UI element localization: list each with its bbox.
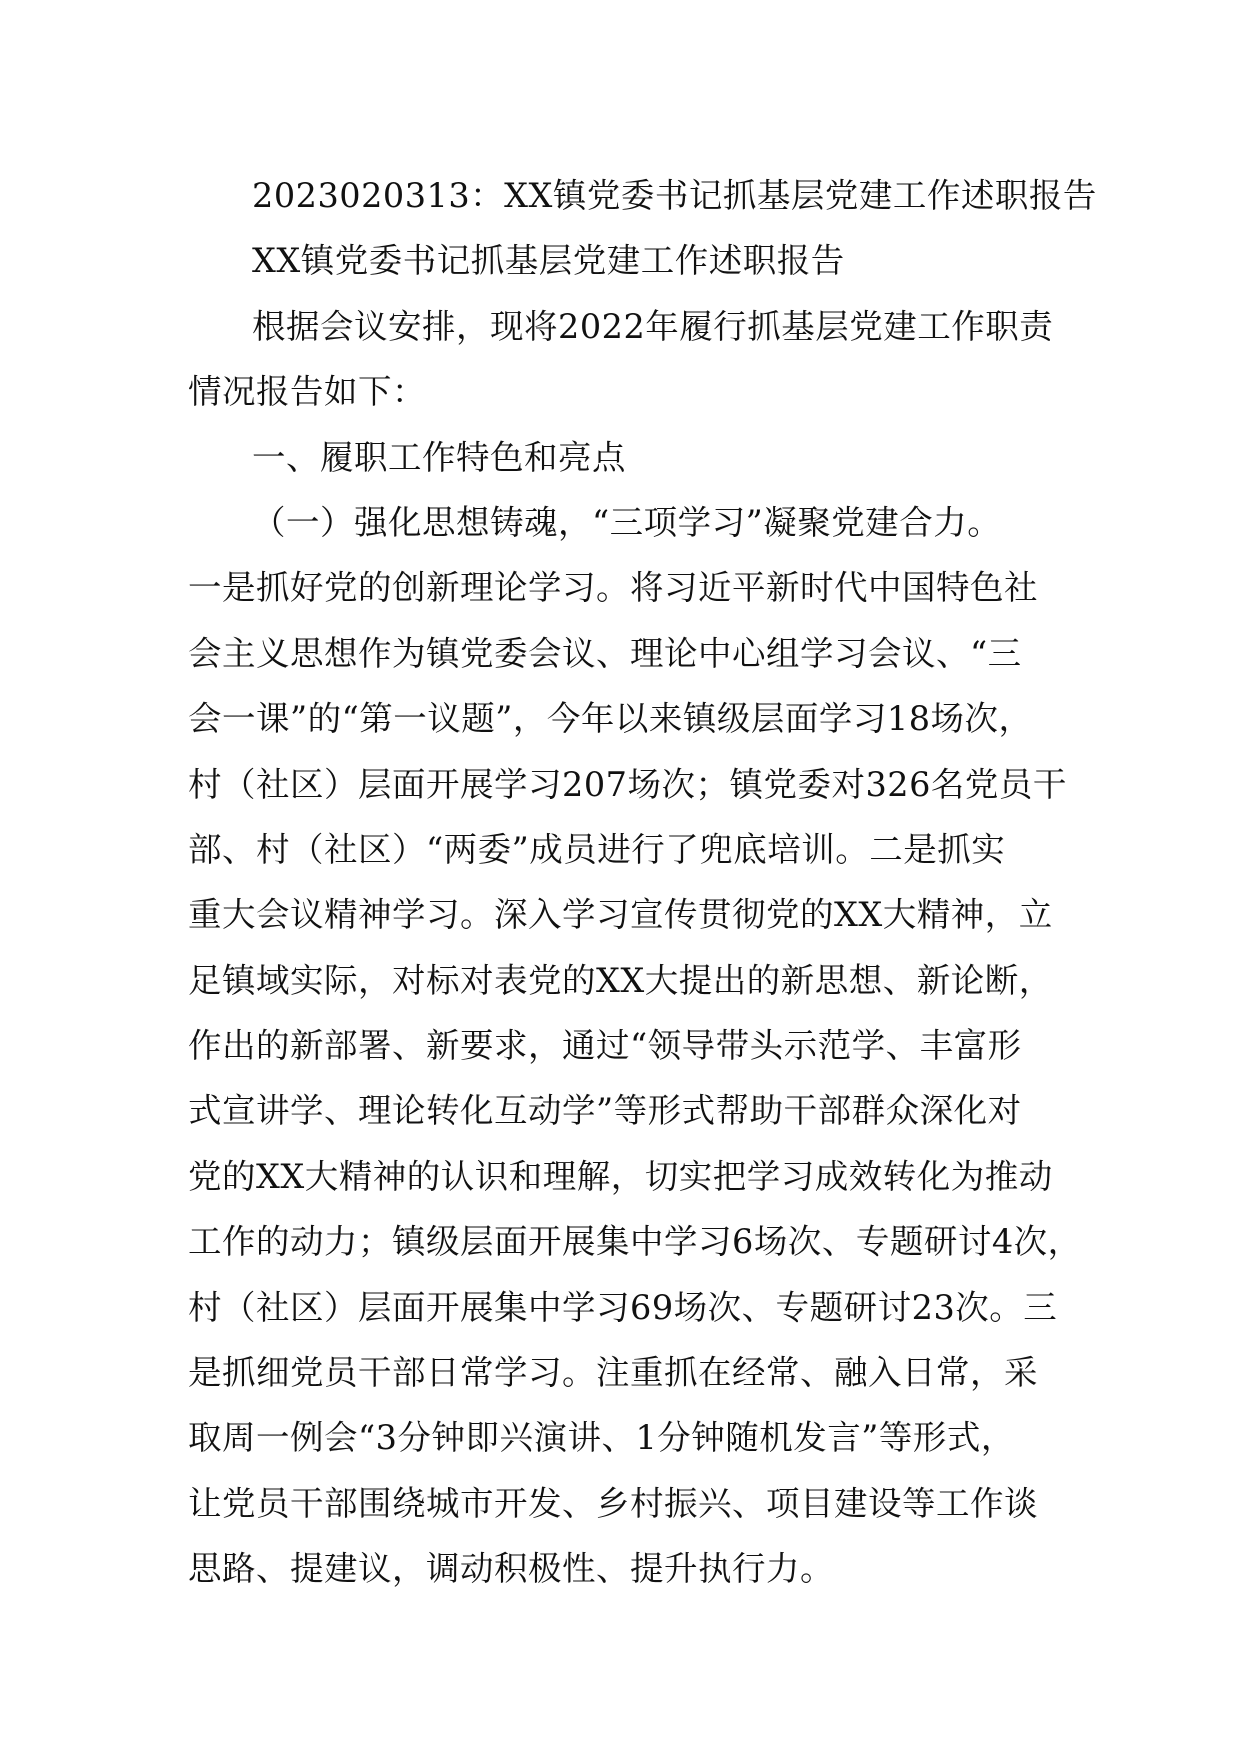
intro-paragraph-line: 根据会议安排，现将2022年履行抓基层党建工作职责 xyxy=(252,306,1054,346)
body-text-line: 一是抓好党的创新理论学习。将习近平新时代中国特色社 xyxy=(188,568,1038,608)
body-text-line: 部、村（社区）“两委”成员进行了兜底培训。二是抓实 xyxy=(188,829,1006,869)
body-text-line: 重大会议精神学习。深入学习宣传贯彻党的XX大精神，立 xyxy=(188,895,1053,935)
body-text-line: 村（社区）层面开展学习207场次；镇党委对326名党员干 xyxy=(188,764,1067,804)
body-text-line: 工作的动力；镇级层面开展集中学习6场次、专题研讨4次， xyxy=(188,1222,1082,1262)
report-title: XX镇党委书记抓基层党建工作述职报告 xyxy=(252,241,845,281)
body-text-line: 会主义思想作为镇党委会议、理论中心组学习会议、“三 xyxy=(188,633,1022,673)
section-heading: 一、履职工作特色和亮点 xyxy=(252,437,626,477)
body-text-line: 思路、提建议，调动积极性、提升执行力。 xyxy=(188,1549,834,1589)
file-title: 2023020313：XX镇党委书记抓基层党建工作述职报告 xyxy=(252,176,1097,215)
body-text-line: 足镇域实际，对标对表党的XX大提出的新思想、新论断， xyxy=(188,960,1053,1000)
body-text-line: 作出的新部署、新要求，通过“领导带头示范学、丰富形 xyxy=(188,1026,1022,1066)
body-text-line: 是抓细党员干部日常学习。注重抓在经常、融入日常，采 xyxy=(188,1353,1038,1393)
body-text-line: 会一课”的“第一议题”，今年以来镇级层面学习18场次， xyxy=(188,699,1033,739)
report-body xyxy=(188,163,1097,1602)
subsection-heading: （一）强化思想铸魂，“三项学习”凝聚党建合力。 xyxy=(252,502,1002,542)
body-text-line: 取周一例会“3分钟即兴演讲、1分钟随机发言”等形式， xyxy=(188,1418,1015,1458)
intro-paragraph-line: 情况报告如下： xyxy=(188,372,426,412)
body-text-line: 式宣讲学、理论转化互动学”等形式帮助干部群众深化对 xyxy=(188,1091,1022,1131)
body-text-line: 党的XX大精神的认识和理解，切实把学习成效转化为推动 xyxy=(188,1156,1053,1196)
body-text-line: 村（社区）层面开展集中学习69场次、专题研讨23次。三 xyxy=(188,1287,1058,1327)
body-text-line: 让党员干部围绕城市开发、乡村振兴、项目建设等工作谈 xyxy=(188,1483,1038,1523)
